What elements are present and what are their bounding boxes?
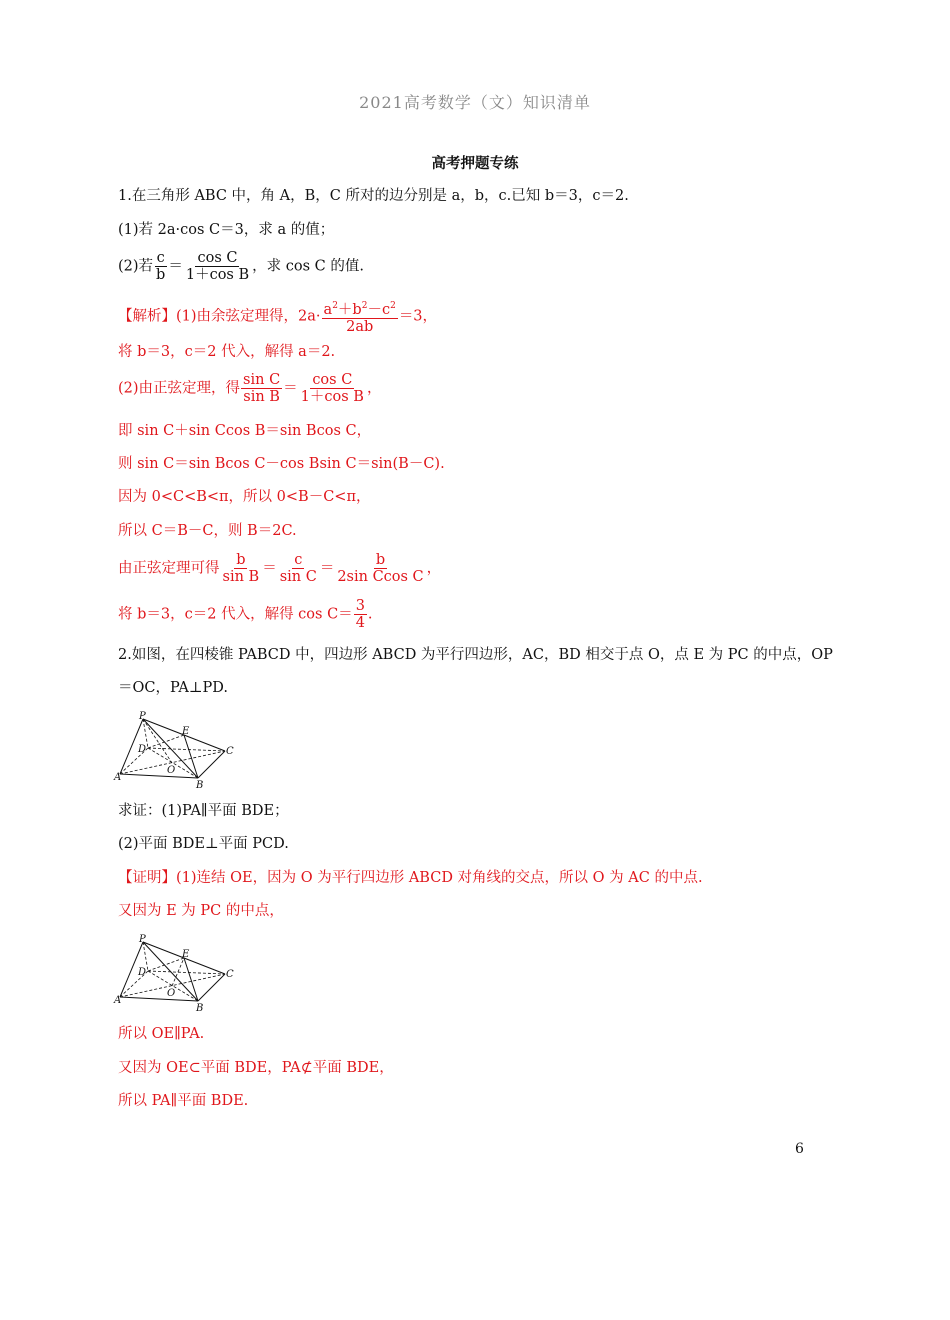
frac-numerator: cos C (197, 250, 238, 266)
edge-BC (198, 974, 225, 1001)
sol1-line3-suffix: ， (366, 380, 382, 397)
figure-label-A: A (114, 772, 122, 783)
sol1-line3-prefix: (2)由正弦定理，得 (118, 380, 241, 397)
frac-numerator: b (236, 552, 246, 568)
sol1-line5: 则 sin C＝sin Bcos C－cos Bsin C＝sin(B－C). (118, 456, 445, 472)
frac-numerator (322, 298, 398, 319)
frac-numerator: c (156, 250, 165, 266)
frac-denominator: 2sin Ccos C (337, 569, 424, 585)
equals-sign: ＝ (319, 560, 335, 577)
equals-sign: ＝ (262, 560, 277, 577)
frac-denominator: 1＋cos B (185, 267, 250, 283)
frac-denominator: 2ab (346, 318, 374, 335)
q2-prove2: (2)平面 BDE⊥平面 PCD. (118, 836, 289, 852)
figure-label-E: E (182, 949, 190, 960)
figure-label-D: D (138, 744, 147, 755)
sol1-line1 (118, 298, 437, 335)
sol2-line3: 所以 OE∥PA. (118, 1026, 205, 1042)
exponent: 2 (361, 301, 368, 311)
equals-sign: ＝ (168, 258, 183, 275)
sol1-line1-prefix: 【解析】(1)由余弦定理得，2a· (118, 308, 321, 325)
sol1-line7: 所以 C＝B－C，则 B＝2C. (118, 523, 297, 539)
figure-label-B: B (196, 1003, 204, 1013)
figure-label-P: P (139, 711, 146, 722)
frac-denominator: 4 (355, 615, 365, 631)
frac-numerator: cos C (312, 372, 353, 388)
sol1-line9-suffix: . (367, 606, 373, 623)
term-c: －c (367, 301, 391, 318)
q1-part1: (1)若 2a·cos C＝3，求 a 的值； (118, 222, 335, 238)
page-number: 6 (795, 1141, 804, 1157)
sol1-line8 (118, 552, 441, 585)
q1-part2-suffix: ，求 cos C 的值. (252, 258, 364, 275)
equals-sign: ＝ (283, 380, 298, 397)
figure-label-D: D (138, 967, 147, 978)
frac-denominator: sin C (279, 569, 317, 585)
sol2-line2: 又因为 E 为 PC 的中点， (118, 903, 284, 919)
sol1-line2: 将 b＝3，c＝2 代入，解得 a＝2. (118, 344, 336, 360)
sol2-line1: 【证明】(1)连结 OE，因为 O 为平行四边形 ABCD 对角线的交点，所以 O 为 AC 的中点. (118, 870, 703, 886)
q1-part2 (118, 250, 364, 283)
sol1-line3-frac1 (241, 372, 282, 405)
sol1-line8-frac2 (278, 552, 319, 585)
figure-label-B: B (196, 780, 204, 790)
sol1-line4: 即 sin C＋sin Ccos B＝sin Bcos C， (118, 423, 372, 439)
sol1-line3 (118, 372, 381, 405)
sol1-line9-prefix: 将 b＝3，c＝2 代入，解得 cos C＝ (118, 606, 353, 623)
frac-numerator: 3 (355, 598, 365, 614)
sol1-line8-suffix: ， (426, 560, 442, 577)
q2-stem-line2: ＝OC，PA⊥PD. (118, 680, 228, 696)
edge-DC (148, 971, 225, 974)
sol1-line8-frac1 (221, 552, 262, 585)
edge-BC (198, 751, 225, 778)
exponent: 2 (390, 301, 396, 311)
edge-DC (148, 748, 225, 751)
section-title: 高考押题专练 (431, 155, 519, 172)
frac-denominator: 1＋cos B (300, 389, 364, 405)
sol1-line1-frac (322, 298, 398, 335)
edge-AB (120, 774, 198, 778)
figure-label-O: O (167, 765, 176, 776)
q1-part2-frac1 (154, 250, 167, 283)
pyramid-figure-2 (112, 933, 242, 1013)
frac-denominator: sin B (243, 389, 280, 405)
term-a: a (323, 301, 333, 318)
sol1-line6: 因为 0<C<B<π，所以 0<B－C<π， (118, 489, 371, 505)
sol2-line4: 又因为 OE⊂平面 BDE，PA⊄平面 BDE， (118, 1060, 394, 1076)
frac-denominator: sin B (222, 569, 260, 585)
sol1-line9 (118, 598, 373, 631)
pyramid-figure-1 (112, 710, 242, 790)
edge-AB (120, 997, 198, 1001)
frac-numerator: c (294, 552, 303, 568)
sol2-line5: 所以 PA∥平面 BDE. (118, 1093, 249, 1109)
sol1-line8-prefix: 由正弦定理可得 (118, 560, 220, 577)
sol1-line1-suffix: ＝3， (398, 308, 438, 325)
term-b: ＋b (337, 301, 362, 318)
q2-stem-line1: 2.如图，在四棱锥 PABCD 中，四边形 ABCD 为平行四边形，AC，BD 相交于点 O，点 E 为 PC 的中点，OP (118, 647, 833, 663)
figure-label-A: A (114, 995, 122, 1006)
q2-prove1: 求证：(1)PA∥平面 BDE； (118, 803, 289, 819)
figure-label-O: O (167, 988, 176, 999)
figure-label-E: E (182, 726, 190, 737)
frac-numerator: sin C (243, 372, 281, 388)
sol1-line3-frac2 (299, 372, 366, 405)
sol1-line9-frac (354, 598, 367, 631)
q1-part2-prefix: (2)若 (118, 258, 154, 275)
exponent: 2 (332, 301, 338, 311)
edge-EB (184, 735, 198, 778)
page-header-title: 2021高考数学（文）知识清单 (359, 93, 591, 112)
edge-DE (148, 735, 184, 748)
edge-DE (148, 958, 184, 971)
frac-denominator: b (156, 267, 166, 283)
q1-part2-frac2 (184, 250, 251, 283)
frac-numerator: b (375, 552, 386, 568)
edge-EB (184, 958, 198, 1001)
q1-stem: 1.在三角形 ABC 中，角 A，B，C 所对的边分别是 a，b，c.已知 b＝3，c＝2. (118, 188, 629, 204)
figure-label-C: C (226, 746, 234, 757)
sol1-line8-frac3 (335, 552, 425, 585)
figure-label-P: P (139, 934, 146, 945)
figure-label-C: C (226, 969, 234, 980)
